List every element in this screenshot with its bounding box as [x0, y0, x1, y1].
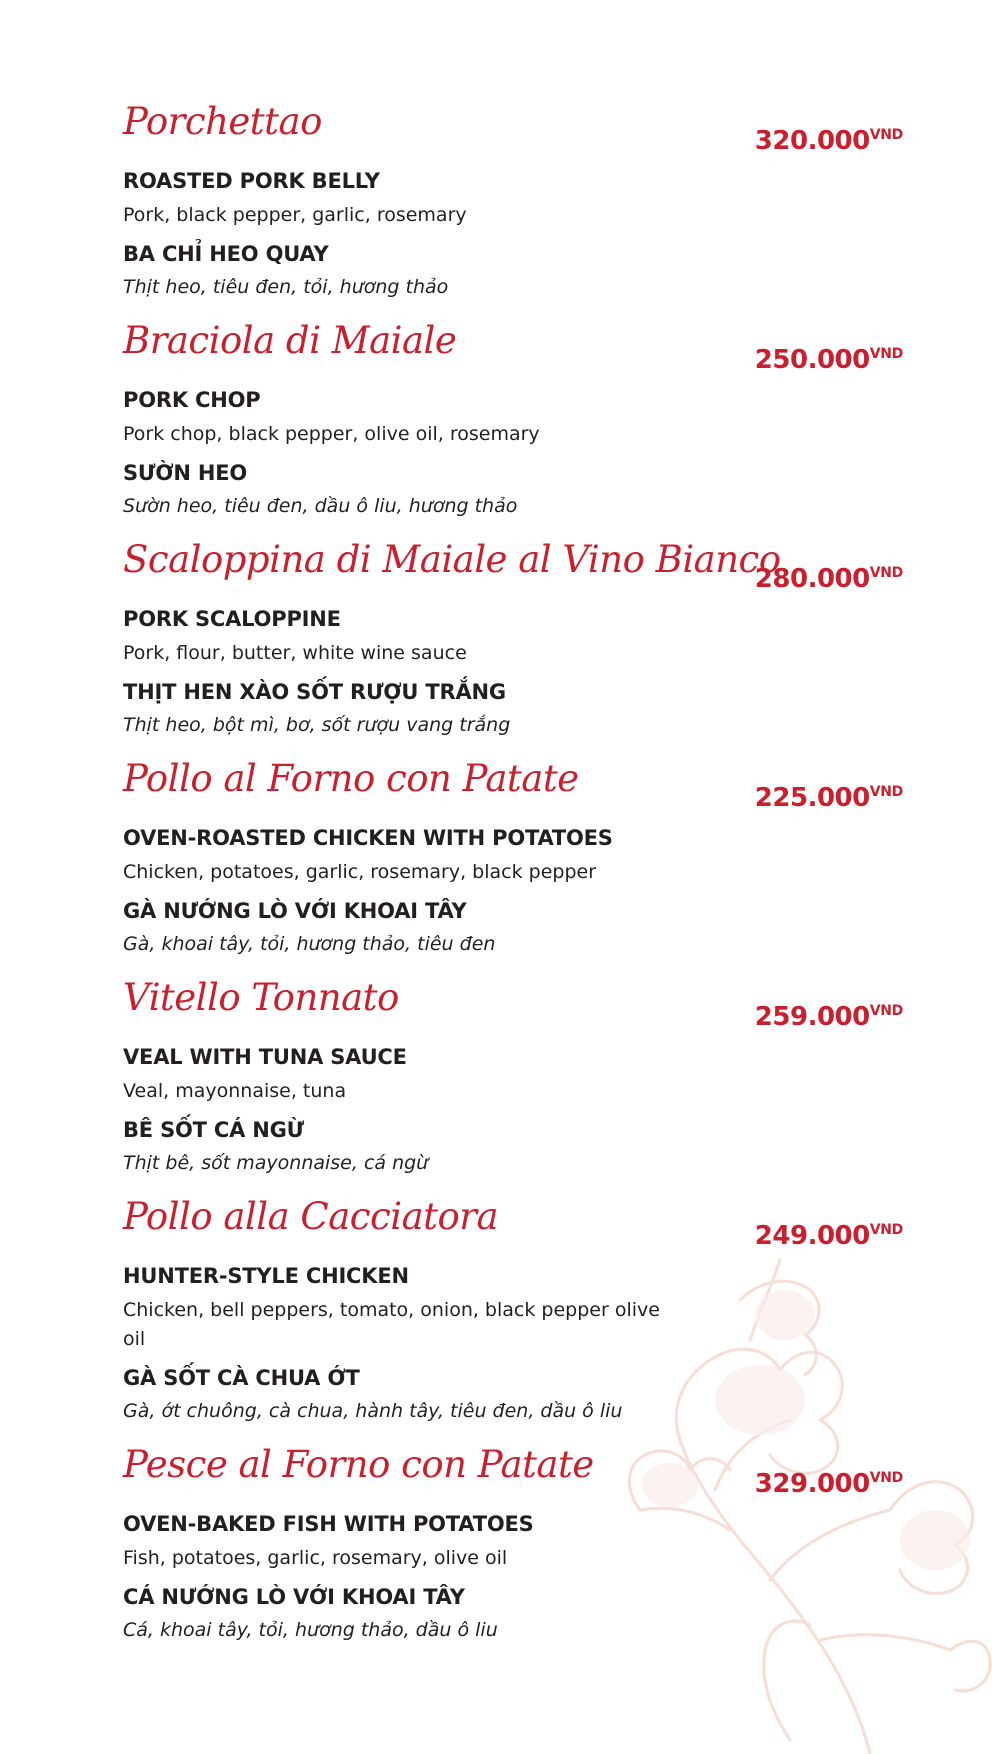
price-amount: 280.000 [754, 564, 870, 594]
dish-vietnamese-description: Thịt bê, sốt mayonnaise, cá ngừ [123, 1152, 429, 1174]
dish-english-name: HUNTER-STYLE CHICKEN [123, 1264, 409, 1288]
dish-vietnamese-description: Gà, khoai tây, tỏi, hương thảo, tiêu đen [123, 933, 496, 955]
dish-price [755, 120, 903, 156]
dish-vietnamese-description: Sườn heo, tiêu đen, dầu ô liu, hương thảo [123, 495, 518, 517]
dish-english-description: Pork chop, black pepper, olive oil, rosemary [123, 423, 540, 445]
dish-english-description: Veal, mayonnaise, tuna [123, 1080, 347, 1102]
menu-list [123, 100, 903, 1662]
dish-price [755, 996, 903, 1032]
price-amount: 225.000 [754, 783, 870, 813]
price-currency: VND [869, 1470, 903, 1486]
dish-price [755, 777, 903, 813]
dish-title: Porchettao [123, 100, 322, 143]
price-currency: VND [869, 346, 903, 362]
dish-english-name: OVEN-BAKED FISH WITH POTATOES [123, 1512, 534, 1536]
dish-english-name: OVEN-ROASTED CHICKEN WITH POTATOES [123, 826, 613, 850]
menu-item [123, 319, 903, 538]
menu-item [123, 538, 903, 757]
dish-vietnamese-name: GÀ SỐT CÀ CHUA ỚT [123, 1366, 360, 1390]
price-amount: 320.000 [754, 126, 870, 156]
dish-english-name: PORK SCALOPPINE [123, 607, 341, 631]
dish-title: Braciola di Maiale [123, 319, 457, 362]
dish-vietnamese-name: SƯỜN HEO [123, 461, 248, 485]
dish-title: Vitello Tonnato [123, 976, 399, 1019]
menu-item [123, 976, 903, 1195]
dish-vietnamese-name: GÀ NƯỚNG LÒ VỚI KHOAI TÂY [123, 899, 467, 923]
price-amount: 259.000 [754, 1002, 870, 1032]
price-currency: VND [869, 565, 903, 581]
dish-price [755, 1463, 903, 1499]
dish-english-name: ROASTED PORK BELLY [123, 169, 380, 193]
dish-english-name: VEAL WITH TUNA SAUCE [123, 1045, 407, 1069]
dish-english-description: Fish, potatoes, garlic, rosemary, olive oil [123, 1547, 508, 1569]
dish-title: Scaloppina di Maiale al Vino Bianco [123, 538, 781, 581]
price-currency: VND [869, 784, 903, 800]
dish-vietnamese-name: BA CHỈ HEO QUAY [123, 242, 329, 266]
dish-title: Pollo alla Cacciatora [123, 1195, 499, 1238]
dish-vietnamese-description: Thịt heo, tiêu đen, tỏi, hương thảo [123, 276, 449, 298]
dish-vietnamese-description: Thịt heo, bột mì, bơ, sốt rượu vang trắng [123, 714, 511, 736]
dish-vietnamese-name: THỊT HEN XÀO SỐT RƯỢU TRẮNG [123, 680, 506, 704]
price-amount: 249.000 [754, 1221, 870, 1251]
dish-english-description: Chicken, potatoes, garlic, rosemary, black pepper [123, 861, 597, 883]
price-currency: VND [869, 1003, 903, 1019]
dish-vietnamese-description: Gà, ớt chuông, cà chua, hành tây, tiêu đen, dầu ô liu [123, 1400, 623, 1422]
dish-vietnamese-name: BÊ SỐT CÁ NGỪ [123, 1118, 305, 1142]
price-amount: 329.000 [754, 1469, 870, 1499]
dish-english-description: Chicken, bell peppers, tomato, onion, black pepper olive oil [123, 1299, 660, 1350]
menu-item [123, 757, 903, 976]
dish-title: Pesce al Forno con Patate [123, 1443, 594, 1486]
dish-price [755, 339, 903, 375]
dish-title: Pollo al Forno con Patate [123, 757, 579, 800]
dish-price [755, 558, 903, 594]
dish-vietnamese-name: CÁ NƯỚNG LÒ VỚI KHOAI TÂY [123, 1585, 465, 1609]
dish-english-name: PORK CHOP [123, 388, 261, 412]
dish-english-description: Pork, flour, butter, white wine sauce [123, 642, 467, 664]
menu-item [123, 100, 903, 319]
price-currency: VND [869, 1222, 903, 1238]
menu-item [123, 1443, 903, 1662]
menu-item [123, 1195, 903, 1443]
dish-vietnamese-description: Cá, khoai tây, tỏi, hương thảo, dầu ô liu [123, 1619, 498, 1641]
dish-english-description: Pork, black pepper, garlic, rosemary [123, 204, 467, 226]
dish-price [755, 1215, 903, 1251]
price-amount: 250.000 [754, 345, 870, 375]
price-currency: VND [869, 127, 903, 143]
